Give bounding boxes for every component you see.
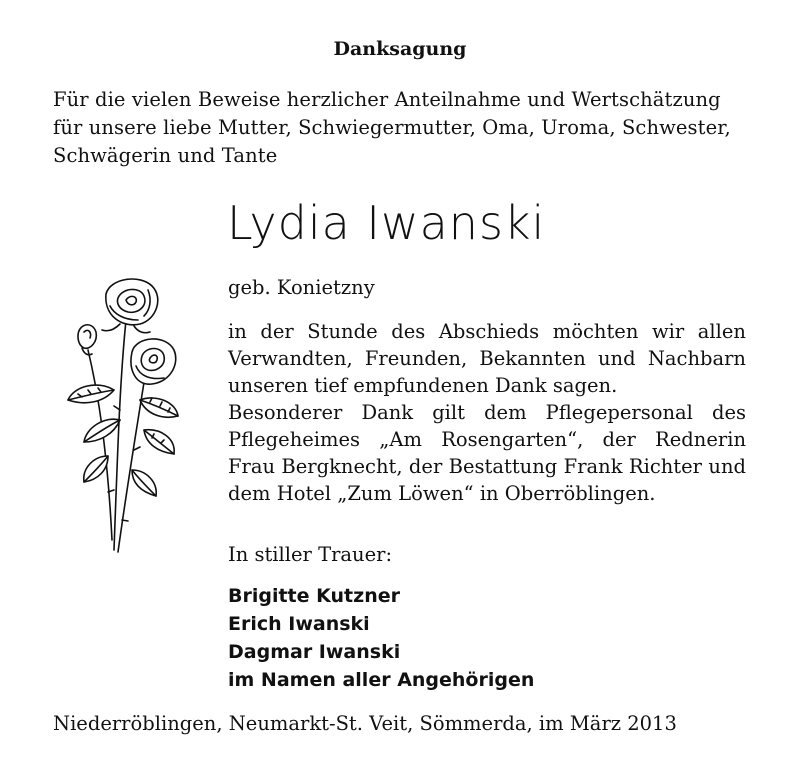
mourning-label: In stiller Trauer:	[228, 543, 393, 566]
signer-name: Erich Iwanski	[228, 613, 370, 635]
thanks-line: dem Hotel „Zum Löwen“ in Oberröblingen.	[228, 482, 656, 505]
intro-text	[53, 86, 773, 170]
rose-icon	[48, 270, 198, 570]
thanks-line: Pflegeheimes „Am Rosengarten“, der Rednerin	[228, 428, 746, 451]
place-date-footer: Niederröblingen, Neumarkt-St. Veit, Sömmerda, im März 2013	[53, 712, 677, 735]
thanks-line: unseren tief empfundenen Dank sagen.	[228, 374, 618, 397]
thanks-line: Verwandten, Freunden, Bekannten und Nachbarn	[228, 347, 746, 370]
signer-name: im Namen aller Angehörigen	[228, 669, 535, 691]
signer-name: Brigitte Kutzner	[228, 585, 400, 607]
notice-heading: Danksagung	[333, 38, 467, 60]
maiden-name: geb. Konietzny	[228, 276, 375, 299]
thanks-line: Frau Bergknecht, der Bestattung Frank Richter und	[228, 455, 746, 478]
signers-list	[228, 582, 534, 694]
thanks-line: Besonderer Dank gilt dem Pflegepersonal des	[228, 401, 746, 424]
intro-line: Für die vielen Beweise herzlicher Anteilnahme und Wertschätzung	[53, 88, 721, 111]
signer-name: Dagmar Iwanski	[228, 641, 401, 663]
thanks-line: in der Stunde des Abschieds möchten wir allen	[228, 320, 746, 343]
thanks-text	[228, 318, 746, 507]
intro-line: für unsere liebe Mutter, Schwiegermutter, Oma, Uroma, Schwester,	[53, 116, 731, 139]
intro-line: Schwägerin und Tante	[53, 144, 278, 167]
deceased-name: Lydia Iwanski	[227, 196, 546, 250]
